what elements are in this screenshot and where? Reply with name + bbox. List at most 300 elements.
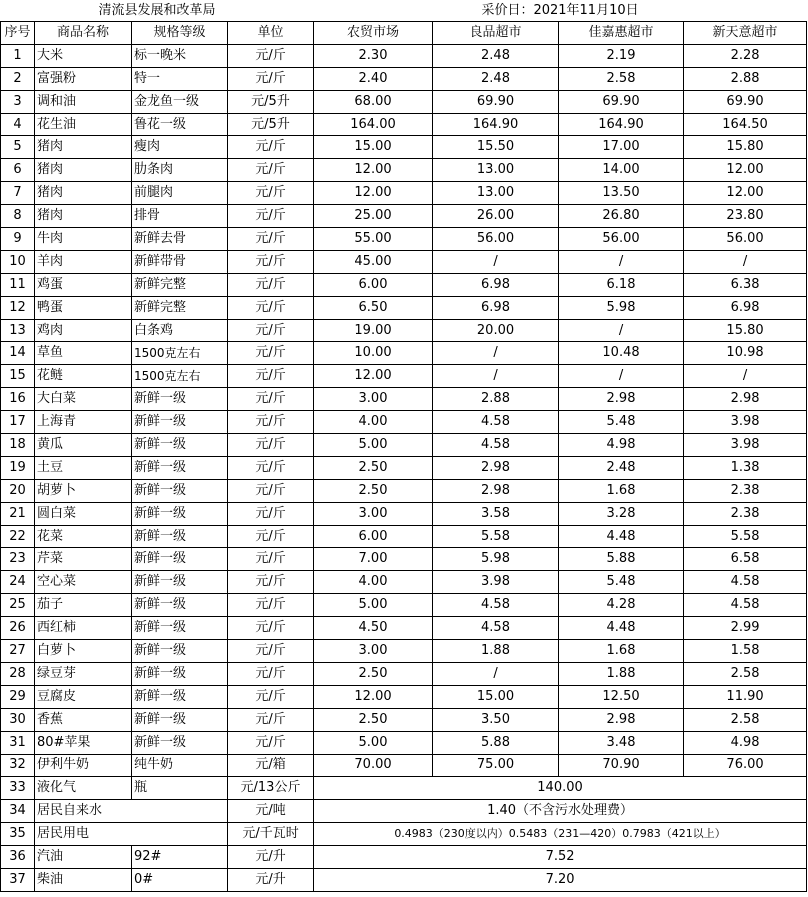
price-liangpin: 4.58 [433,411,559,434]
price-xintianyi: 1.58 [684,640,807,663]
price-xintianyi: 23.80 [684,205,807,228]
table-row [1,388,807,411]
price-farmers-market: 12.00 [314,159,433,182]
table-row [1,182,807,205]
col-header: 佳嘉惠超市 [559,22,684,45]
unit: 元/斤 [228,685,314,708]
product-name: 空心菜 [35,571,132,594]
price-farmers-market: 3.00 [314,388,433,411]
price-farmers-market: 15.00 [314,136,433,159]
spec-grade: 新鲜一级 [132,594,228,617]
price-farmers-market: 4.00 [314,411,433,434]
unit: 元/斤 [228,731,314,754]
unit: 元/斤 [228,159,314,182]
price-jiajiahui: 2.19 [559,44,684,67]
unit: 元/斤 [228,136,314,159]
spec-grade: 肋条肉 [132,159,228,182]
table-row [1,823,807,846]
price-jiajiahui: 1.88 [559,662,684,685]
unit: 元/升 [228,846,314,869]
price-xintianyi: 15.80 [684,136,807,159]
row-number: 36 [1,846,35,869]
unit: 元/斤 [228,205,314,228]
price-liangpin: 15.50 [433,136,559,159]
row-number: 6 [1,159,35,182]
table-row [1,113,807,136]
price-xintianyi: 56.00 [684,228,807,251]
product-name: 香蕉 [35,708,132,731]
price-liangpin: 20.00 [433,319,559,342]
price-xintianyi: 164.50 [684,113,807,136]
price-jiajiahui: 56.00 [559,228,684,251]
price-xintianyi: 76.00 [684,754,807,777]
price-xintianyi: 4.58 [684,594,807,617]
table-row [1,685,807,708]
price-jiajiahui: 2.98 [559,388,684,411]
row-number: 32 [1,754,35,777]
unit: 元/斤 [228,662,314,685]
price-jiajiahui: 3.48 [559,731,684,754]
table-row [1,205,807,228]
product-name: 花菜 [35,525,132,548]
price-liangpin: 13.00 [433,159,559,182]
price-jiajiahui: 4.48 [559,617,684,640]
price-liangpin: 56.00 [433,228,559,251]
row-number: 11 [1,273,35,296]
price-jiajiahui: / [559,319,684,342]
table-row [1,502,807,525]
unit: 元/斤 [228,502,314,525]
row-number: 5 [1,136,35,159]
title: 清流县发展和改革局 [1,0,314,22]
spec-grade: 排骨 [132,205,228,228]
unit: 元/斤 [228,571,314,594]
product-name: 豆腐皮 [35,685,132,708]
price-jiajiahui: 5.48 [559,411,684,434]
unit: 元/斤 [228,296,314,319]
price-farmers-market: 3.00 [314,640,433,663]
price-farmers-market: 2.50 [314,708,433,731]
unit: 元/5升 [228,90,314,113]
table-row [1,250,807,273]
price-xintianyi: 5.58 [684,525,807,548]
row-number: 1 [1,44,35,67]
price-liangpin: 2.88 [433,388,559,411]
row-number: 10 [1,250,35,273]
table-row [1,273,807,296]
row-number: 3 [1,90,35,113]
spec-grade: 1500克左右 [132,342,228,365]
unit: 元/斤 [228,365,314,388]
table-row [1,640,807,663]
price-farmers-market: 2.50 [314,456,433,479]
product-name: 猪肉 [35,136,132,159]
price-jiajiahui: / [559,365,684,388]
unit: 元/5升 [228,113,314,136]
spec-grade: 金龙鱼一级 [132,90,228,113]
unit: 元/箱 [228,754,314,777]
price-liangpin: / [433,250,559,273]
row-number: 15 [1,365,35,388]
unit: 元/斤 [228,434,314,457]
table-row [1,456,807,479]
spec-grade: 白条鸡 [132,319,228,342]
product-name: 液化气 [35,777,132,800]
price-farmers-market: 68.00 [314,90,433,113]
spec-grade: 标一晚米 [132,44,228,67]
price-liangpin: / [433,342,559,365]
unit: 元/千瓦时 [228,823,314,846]
spec-grade: 瘦肉 [132,136,228,159]
product-name: 白萝卜 [35,640,132,663]
price-xintianyi: 2.38 [684,502,807,525]
table-row [1,594,807,617]
product-name: 西红柿 [35,617,132,640]
price-xintianyi: / [684,250,807,273]
col-header: 商品名称 [35,22,132,45]
product-name: 胡萝卜 [35,479,132,502]
merged-price: 1.40（不含污水处理费） [314,800,807,823]
spec-grade: 瓶 [132,777,228,800]
price-xintianyi: 2.88 [684,67,807,90]
table-row [1,296,807,319]
table-row [1,800,807,823]
price-farmers-market: 12.00 [314,365,433,388]
price-jiajiahui: 1.68 [559,640,684,663]
spec-grade: 前腿肉 [132,182,228,205]
price-jiajiahui: 17.00 [559,136,684,159]
row-number: 17 [1,411,35,434]
table-row [1,617,807,640]
price-jiajiahui: 4.48 [559,525,684,548]
table-row [1,662,807,685]
price-liangpin: / [433,365,559,388]
price-farmers-market: 2.50 [314,479,433,502]
product-name: 富强粉 [35,67,132,90]
table-row [1,548,807,571]
price-liangpin: 3.58 [433,502,559,525]
product-name: 调和油 [35,90,132,113]
table-row [1,365,807,388]
table-row [1,754,807,777]
table-row [1,67,807,90]
spec-grade: 新鲜带骨 [132,250,228,273]
spec-grade: 新鲜一级 [132,708,228,731]
price-liangpin: 6.98 [433,273,559,296]
row-number: 25 [1,594,35,617]
table-row [1,136,807,159]
price-xintianyi: 2.38 [684,479,807,502]
spec-grade: 特一 [132,67,228,90]
price-jiajiahui: 2.98 [559,708,684,731]
price-jiajiahui: 4.98 [559,434,684,457]
product-name: 土豆 [35,456,132,479]
title-row [1,0,807,22]
spec-grade: 新鲜一级 [132,640,228,663]
col-header: 序号 [1,22,35,45]
price-liangpin: 26.00 [433,205,559,228]
product-name: 牛肉 [35,228,132,251]
price-farmers-market: 6.00 [314,273,433,296]
spec-grade: 新鲜去骨 [132,228,228,251]
row-number: 30 [1,708,35,731]
price-jiajiahui: 1.68 [559,479,684,502]
product-name: 猪肉 [35,182,132,205]
row-number: 34 [1,800,35,823]
table-row [1,846,807,869]
row-number: 33 [1,777,35,800]
spec-grade: 1500克左右 [132,365,228,388]
product-name: 鸡蛋 [35,273,132,296]
price-farmers-market: 7.00 [314,548,433,571]
row-number: 12 [1,296,35,319]
row-number: 19 [1,456,35,479]
price-farmers-market: 25.00 [314,205,433,228]
price-liangpin: 13.00 [433,182,559,205]
unit: 元/吨 [228,800,314,823]
price-liangpin: 2.48 [433,67,559,90]
product-name: 草鱼 [35,342,132,365]
unit: 元/斤 [228,479,314,502]
price-jiajiahui: 3.28 [559,502,684,525]
table-row [1,411,807,434]
price-farmers-market: 4.00 [314,571,433,594]
row-number: 31 [1,731,35,754]
price-xintianyi: 10.98 [684,342,807,365]
price-jiajiahui: 5.88 [559,548,684,571]
table-row [1,228,807,251]
spec-grade: 纯牛奶 [132,754,228,777]
spec-grade: 新鲜完整 [132,273,228,296]
merged-price: 0.4983（230度以内）0.5483（231—420）0.7983（421以上） [314,823,807,846]
price-jiajiahui: 164.90 [559,113,684,136]
price-jiajiahui: 69.90 [559,90,684,113]
unit: 元/斤 [228,388,314,411]
price-farmers-market: 2.50 [314,662,433,685]
spec-grade: 新鲜一级 [132,731,228,754]
col-header: 良品超市 [433,22,559,45]
price-jiajiahui: 70.90 [559,754,684,777]
price-xintianyi: 2.58 [684,708,807,731]
price-jiajiahui: 10.48 [559,342,684,365]
table-row [1,434,807,457]
price-liangpin: 2.98 [433,479,559,502]
price-xintianyi: 15.80 [684,319,807,342]
unit: 元/斤 [228,708,314,731]
table-row [1,708,807,731]
unit: 元/13公斤 [228,777,314,800]
price-jiajiahui: 4.28 [559,594,684,617]
spec-grade: 0# [132,868,228,891]
table-row [1,44,807,67]
table-row [1,868,807,891]
spec-grade: 新鲜一级 [132,411,228,434]
table-row [1,777,807,800]
price-liangpin: 3.50 [433,708,559,731]
price-xintianyi: 3.98 [684,434,807,457]
product-name: 汽油 [35,846,132,869]
price-farmers-market: 19.00 [314,319,433,342]
price-xintianyi: 11.90 [684,685,807,708]
unit: 元/斤 [228,456,314,479]
price-farmers-market: 12.00 [314,182,433,205]
price-liangpin: 3.98 [433,571,559,594]
price-xintianyi: 2.28 [684,44,807,67]
price-farmers-market: 2.40 [314,67,433,90]
price-liangpin: 69.90 [433,90,559,113]
price-xintianyi: 6.98 [684,296,807,319]
price-jiajiahui: 6.18 [559,273,684,296]
price-farmers-market: 6.50 [314,296,433,319]
product-name: 伊利牛奶 [35,754,132,777]
row-number: 21 [1,502,35,525]
price-farmers-market: 4.50 [314,617,433,640]
product-name: 鸡肉 [35,319,132,342]
spec-grade: 新鲜一级 [132,662,228,685]
price-farmers-market: 164.00 [314,113,433,136]
spec-grade: 新鲜一级 [132,525,228,548]
row-number: 8 [1,205,35,228]
product-name: 80#苹果 [35,731,132,754]
price-liangpin: 1.88 [433,640,559,663]
price-xintianyi: / [684,365,807,388]
price-farmers-market: 6.00 [314,525,433,548]
product-name: 大米 [35,44,132,67]
spec-grade: 新鲜一级 [132,617,228,640]
price-farmers-market: 10.00 [314,342,433,365]
product-name: 芹菜 [35,548,132,571]
price-liangpin: 15.00 [433,685,559,708]
row-number: 37 [1,868,35,891]
unit: 元/斤 [228,594,314,617]
price-liangpin: 5.88 [433,731,559,754]
header-row [1,22,807,45]
price-xintianyi: 2.98 [684,388,807,411]
spec-grade: 新鲜一级 [132,685,228,708]
price-xintianyi: 2.99 [684,617,807,640]
price-liangpin: / [433,662,559,685]
price-jiajiahui: 14.00 [559,159,684,182]
table-row [1,342,807,365]
price-xintianyi: 4.58 [684,571,807,594]
spec-grade: 新鲜完整 [132,296,228,319]
spec-grade: 新鲜一级 [132,548,228,571]
price-xintianyi: 2.58 [684,662,807,685]
table-row [1,90,807,113]
row-number: 2 [1,67,35,90]
unit: 元/斤 [228,182,314,205]
price-xintianyi: 6.38 [684,273,807,296]
price-liangpin: 4.58 [433,617,559,640]
spec-grade: 新鲜一级 [132,479,228,502]
price-jiajiahui: 5.48 [559,571,684,594]
unit: 元/斤 [228,273,314,296]
price-farmers-market: 55.00 [314,228,433,251]
unit: 元/斤 [228,411,314,434]
price-farmers-market: 5.00 [314,731,433,754]
row-number: 29 [1,685,35,708]
unit: 元/斤 [228,44,314,67]
price-farmers-market: 70.00 [314,754,433,777]
product-name: 花鲢 [35,365,132,388]
price-farmers-market: 5.00 [314,594,433,617]
price-jiajiahui: 13.50 [559,182,684,205]
merged-price: 140.00 [314,777,807,800]
product-name: 猪肉 [35,205,132,228]
table-row [1,319,807,342]
unit: 元/斤 [228,228,314,251]
product-name: 圆白菜 [35,502,132,525]
price-xintianyi: 4.98 [684,731,807,754]
price-liangpin: 2.98 [433,456,559,479]
col-header: 规格等级 [132,22,228,45]
price-jiajiahui: 5.98 [559,296,684,319]
table-row [1,731,807,754]
row-number: 23 [1,548,35,571]
price-xintianyi: 12.00 [684,182,807,205]
table-row [1,525,807,548]
unit: 元/斤 [228,250,314,273]
price-xintianyi: 12.00 [684,159,807,182]
price-farmers-market: 2.30 [314,44,433,67]
product-name: 大白菜 [35,388,132,411]
row-number: 7 [1,182,35,205]
unit: 元/斤 [228,525,314,548]
table-row [1,479,807,502]
product-name: 黄瓜 [35,434,132,457]
row-number: 18 [1,434,35,457]
price-liangpin: 5.98 [433,548,559,571]
spec-grade: 新鲜一级 [132,388,228,411]
table-row [1,159,807,182]
spec-grade: 92# [132,846,228,869]
product-name: 花生油 [35,113,132,136]
price-jiajiahui: 26.80 [559,205,684,228]
product-name: 猪肉 [35,159,132,182]
row-number: 35 [1,823,35,846]
price-liangpin: 164.90 [433,113,559,136]
merged-price: 7.20 [314,868,807,891]
merged-price: 7.52 [314,846,807,869]
unit: 元/斤 [228,617,314,640]
price-liangpin: 4.58 [433,594,559,617]
row-number: 20 [1,479,35,502]
unit: 元/斤 [228,548,314,571]
row-number: 26 [1,617,35,640]
price-liangpin: 2.48 [433,44,559,67]
unit: 元/升 [228,868,314,891]
price-xintianyi: 1.38 [684,456,807,479]
product-name: 居民自来水 [35,800,228,823]
row-number: 27 [1,640,35,663]
price-jiajiahui: / [559,250,684,273]
price-farmers-market: 45.00 [314,250,433,273]
unit: 元/斤 [228,342,314,365]
product-name: 茄子 [35,594,132,617]
unit: 元/斤 [228,319,314,342]
row-number: 13 [1,319,35,342]
price-xintianyi: 3.98 [684,411,807,434]
row-number: 9 [1,228,35,251]
row-number: 14 [1,342,35,365]
price-farmers-market: 5.00 [314,434,433,457]
spec-grade: 新鲜一级 [132,456,228,479]
price-jiajiahui: 2.58 [559,67,684,90]
row-number: 4 [1,113,35,136]
row-number: 22 [1,525,35,548]
price-liangpin: 6.98 [433,296,559,319]
price-jiajiahui: 2.48 [559,456,684,479]
